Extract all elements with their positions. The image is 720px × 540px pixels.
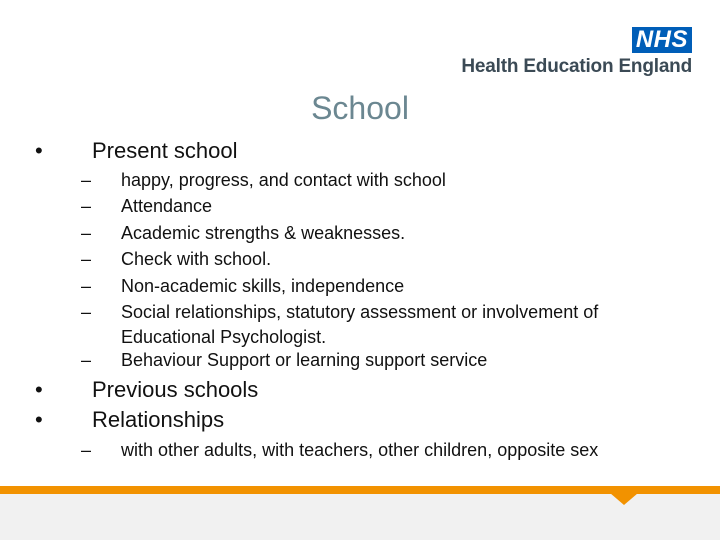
dash-icon: –	[81, 350, 92, 370]
dash-icon: –	[81, 276, 92, 296]
dash-icon: –	[81, 302, 92, 322]
bullet-icon: •	[35, 407, 43, 432]
organisation-name: Health Education England	[461, 56, 692, 77]
heading-previous-schools: Previous schools	[92, 377, 259, 402]
dash-icon: –	[81, 440, 92, 460]
heading-present-school: Present school	[92, 138, 238, 163]
list-item-text: with other adults, with teachers, other children, opposite sex	[121, 440, 599, 460]
nhs-logo: NHS	[632, 27, 692, 53]
slide-title: School	[311, 90, 409, 126]
dash-icon: –	[81, 249, 92, 269]
dash-icon: –	[81, 223, 92, 243]
dash-icon: –	[81, 170, 92, 190]
list-item-text: Attendance	[121, 196, 213, 216]
logo	[461, 27, 692, 78]
footer-arrow-icon	[610, 493, 638, 505]
bullet-icon: •	[35, 138, 43, 163]
heading-relationships: Relationships	[92, 407, 225, 432]
list-item-text: Check with school.	[121, 249, 272, 269]
list-item-text: Behaviour Support or learning support service	[121, 350, 488, 370]
list-item-text: Social relationships, statutory assessment or involvement of Educational Psychologist.	[121, 302, 599, 347]
list-item-text: Non-academic skills, independence	[121, 276, 405, 296]
list-item-text: Academic strengths & weaknesses.	[121, 223, 406, 243]
bullet-icon: •	[35, 377, 43, 402]
dash-icon: –	[81, 196, 92, 216]
list-item-text: happy, progress, and contact with school	[121, 170, 446, 190]
